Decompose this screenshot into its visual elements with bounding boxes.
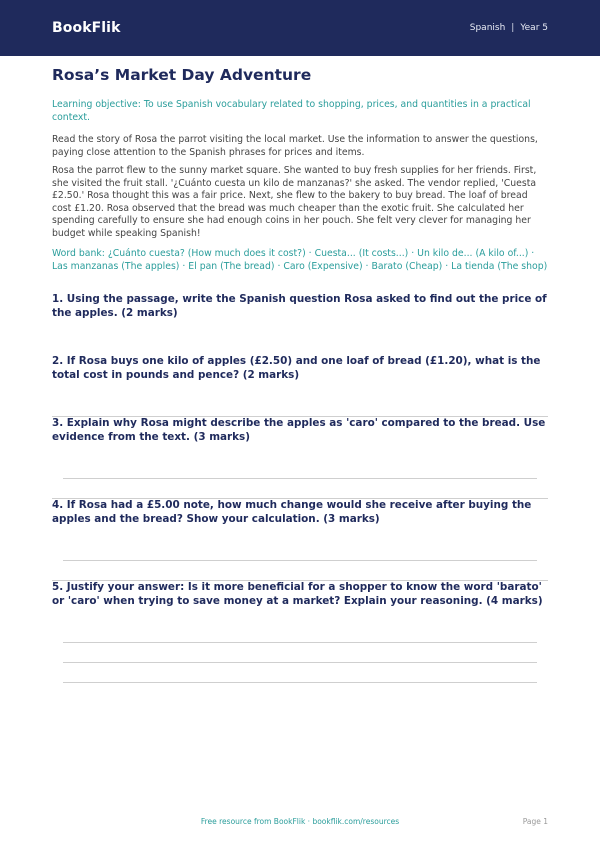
answer-line[interactable] <box>63 642 537 643</box>
meta-separator: | <box>511 23 515 33</box>
footer-credit[interactable]: Free resource from BookFlik · bookflik.com/resources <box>200 817 400 826</box>
answer-line[interactable] <box>63 662 537 663</box>
worksheet-body <box>52 66 548 273</box>
subject-label: Spanish <box>469 23 506 33</box>
intro-paragraph: Read the story of Rosa the parrot visiting the local market. Use the information to answer the questions, paying close attention to the Spanish phrases for prices and items. <box>52 134 538 158</box>
year-label: Year 5 <box>520 23 548 33</box>
answer-line[interactable] <box>63 682 537 683</box>
question-2: 2. If Rosa buys one kilo of apples (£2.50) and one loaf of bread (£1.20), what is the total cost in pounds and pence? (2 marks) <box>52 355 541 381</box>
question-1: 1. Using the passage, write the Spanish question Rosa asked to find out the price of the apples. (2 marks) <box>52 293 547 319</box>
header-meta <box>470 23 548 33</box>
question-3: 3. Explain why Rosa might describe the apples as 'caro' compared to the bread. Use evidence from the text. (3 marks) <box>52 417 546 443</box>
worksheet-title: Rosa’s Market Day Adventure <box>52 66 312 84</box>
question-4: 4. If Rosa had a £5.00 note, how much change would she receive after buying the apples and the bread? Show your calculation. (3 marks) <box>52 499 532 525</box>
answer-line[interactable] <box>63 478 537 479</box>
question-5: 5. Justify your answer: Is it more beneficial for a shopper to know the word 'barato' or 'caro' when trying to save money at a market? Explain your reasoning. (4 marks) <box>52 581 543 607</box>
page-number: Page 1 <box>522 817 548 826</box>
story-paragraph: Rosa the parrot flew to the sunny market square. She wanted to buy fresh supplies for her friends. First, she visited the fruit stall. '¿Cuánto cuesta un kilo de manzanas?' she asked. The vendor replied, 'Cuesta £2.50.' Rosa thought this was a fair price. Next, she flew to the bakery to buy bread. The loaf of bread cost £1.20. Rosa observed that the bread was much cheaper than the exotic fruit. She calculated her spending carefully to ensure she had enough coins in her pouch. She felt very clever for managing her budget while speaking Spanish! <box>52 165 537 239</box>
page-header <box>0 0 600 56</box>
answer-line[interactable] <box>63 560 537 561</box>
learning-objective: Learning objective: To use Spanish vocabulary related to shopping, prices, and quantities in a practical context. <box>52 99 531 123</box>
brand-logo-text: BookFlik <box>52 20 121 36</box>
word-bank: Word bank: ¿Cuánto cuesta? (How much does it cost?) · Cuesta... (It costs...) · Un kilo de... (A kilo of...) · Las manzanas (The apples) · El pan (The bread) · Caro (Expensive) · Barato (Cheap) · La tienda (The shop) <box>52 248 548 272</box>
